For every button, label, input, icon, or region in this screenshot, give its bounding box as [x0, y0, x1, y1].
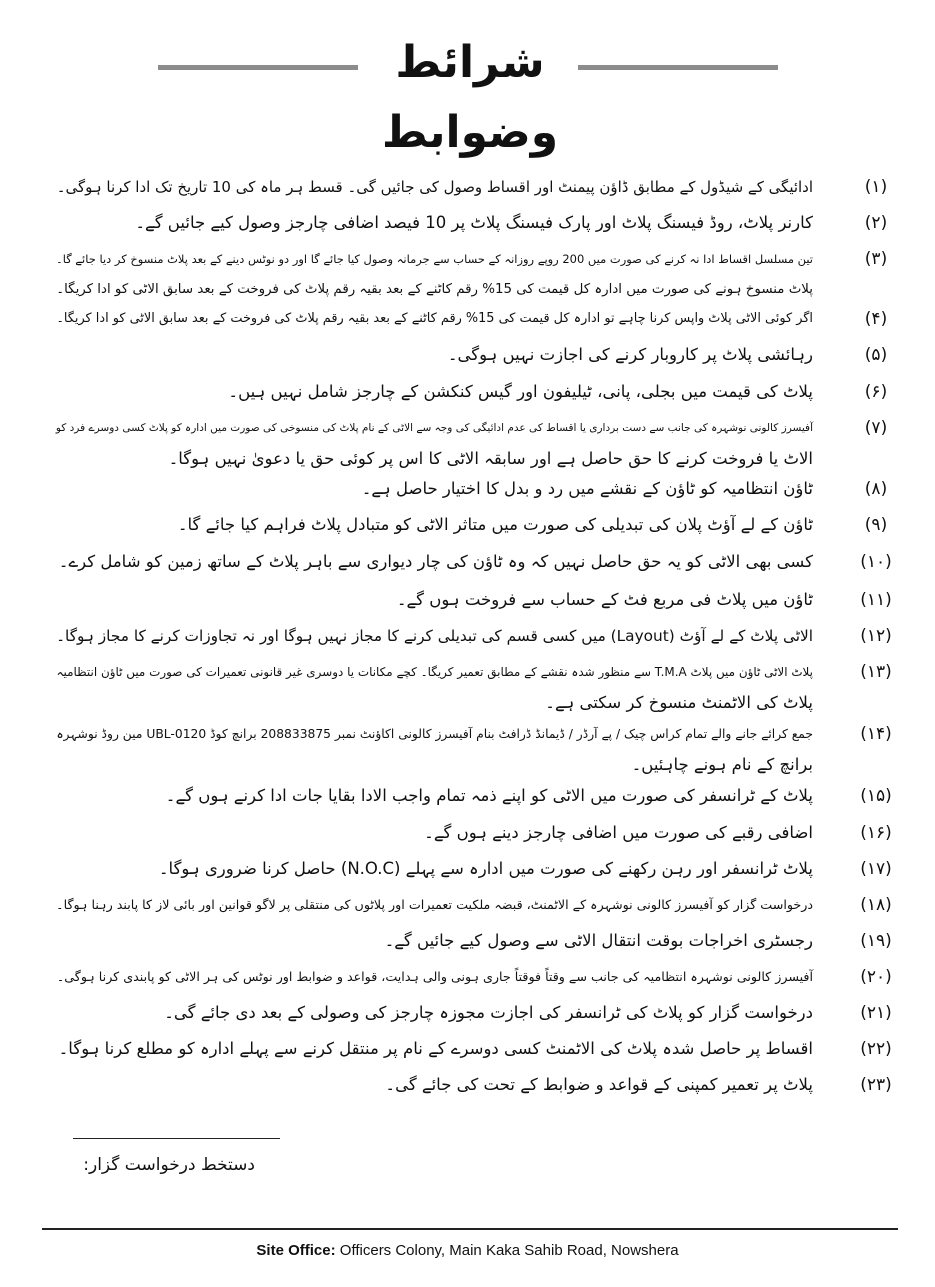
- term-line: پلاٹ منسوخ ہونے کی صورت میں ادارہ کل قیمت کی 15% رقم کاٹنے کے بعد بقیہ رقم پلاٹ کی فروخت کے بعد سابق الاٹی کو ادا کریگا۔: [56, 281, 813, 297]
- term-line: اگر کوئی الاٹی پلاٹ واپس کرنا چاہے تو ادارہ کل قیمت کی 15% رقم کاٹنے کے بعد بقیہ رقم پلاٹ کی فروخت کے بعد سابق الاٹی کو ادا کریگا۔: [56, 311, 813, 326]
- term-number: (۲۲): [860, 1039, 892, 1059]
- term-line: پلاٹ کے ٹرانسفر کی صورت میں الاٹی کو اپنے ذمہ تمام واجب الادا بقایا جات ادا کرنے ہوں گے۔: [165, 786, 813, 805]
- term-text: [40, 340, 813, 371]
- term-item: [40, 719, 905, 780]
- term-line: الاٹی پلاٹ کے لے آؤٹ (Layout) میں کسی قسم کی تبدیلی کرنے کا مجاز نہیں ہوگا اور نہ تجاوزات کرنے کا مجاز ہوگا۔: [56, 627, 813, 645]
- term-text: [40, 781, 813, 812]
- term-number: (۷): [864, 418, 888, 438]
- term-line: برانچ کے نام ہونے چاہئیں۔: [631, 754, 813, 774]
- title-block: [0, 28, 935, 158]
- term-line: پلاٹ کی قیمت میں بجلی، پانی، ٹیلیفون اور گیس کنکشن کے چارجز شامل نہیں ہیں۔: [228, 382, 813, 401]
- term-number: (۱): [864, 177, 888, 197]
- term-item: [40, 1070, 905, 1101]
- term-item: [40, 510, 905, 541]
- term-number: (۴): [864, 309, 888, 329]
- term-line: آفیسرز کالونی نوشہرہ کی جانب سے دست برداری یا اقساط کی عدم ادائیگی کی وجہ سے الاٹی کے نام پلاٹ کی منسوخی کی صورت میں ادارہ کو پلاٹ کسی دوسرے فرد کو: [55, 422, 813, 434]
- term-text: [40, 510, 813, 541]
- term-item: [40, 781, 905, 812]
- term-text: [40, 719, 813, 780]
- term-text: [40, 998, 813, 1029]
- footer-address: Officers Colony, Main Kaka Sahib Road, Nowshera: [339, 1242, 679, 1259]
- term-text: [40, 926, 813, 957]
- term-number: (۲۰): [860, 967, 892, 987]
- term-text: [40, 377, 813, 408]
- term-line: رجسٹری اخراجات بوقت انتقال الاٹی سے وصول کیے جائیں گے۔: [384, 931, 813, 950]
- term-number: (۱۹): [860, 931, 892, 951]
- term-line: ٹاؤن میں پلاٹ فی مربع فٹ کے حساب سے فروخت ہوں گے۔: [396, 590, 813, 609]
- term-text: [40, 172, 813, 203]
- term-item: [40, 890, 905, 921]
- term-line: پلاٹ پر تعمیر کمپنی کے قواعد و ضوابط کے تحت کی جائے گی۔: [385, 1075, 813, 1094]
- term-item: [40, 244, 905, 305]
- term-item: [40, 474, 905, 505]
- term-line: جمع کرائے جانے والے تمام کراس چیک / پے آرڈر / ڈیمانڈ ڈرافٹ بنام آفیسرز کالونی اکاؤنٹ نمبر 208833875 برانچ کوڈ UBL-0120 مین روڈ نوشہرہ: [56, 727, 813, 741]
- term-item: [40, 208, 905, 239]
- terms-list: [40, 172, 905, 1112]
- term-item: [40, 547, 905, 578]
- term-line: اضافی رقبے کی صورت میں اضافی چارجز دینے ہوں گے۔: [424, 823, 813, 842]
- signature-label: دستخط درخواست گزار:: [83, 1155, 255, 1175]
- term-text: [40, 244, 813, 305]
- term-number: (۲۱): [860, 1003, 892, 1023]
- term-item: [40, 340, 905, 371]
- footer: [0, 1242, 935, 1259]
- term-number: (۵): [864, 345, 888, 365]
- term-text: [40, 657, 813, 718]
- term-item: [40, 377, 905, 408]
- term-line: کسی بھی الاٹی کو یہ حق حاصل نہیں کہ وہ ٹاؤن کی چار دیواری سے باہر پلاٹ کے ساتھ زمین کو شامل کرے۔: [58, 552, 813, 571]
- term-item: [40, 413, 905, 474]
- term-line: پلاٹ ٹرانسفر اور رہن رکھنے کی صورت میں ادارہ سے پہلے (N.O.C) حاصل کرنا ضروری ہوگا۔: [158, 859, 813, 878]
- term-item: [40, 998, 905, 1029]
- term-line: ادائیگی کے شیڈول کے مطابق ڈاؤن پیمنٹ اور اقساط وصول کی جائیں گی۔ قسط ہر ماہ کی 10 تاریخ تک ادا کرنا ہوگی۔: [56, 178, 813, 196]
- term-item: [40, 818, 905, 849]
- title-rule-left: [158, 65, 358, 70]
- term-text: [40, 621, 813, 652]
- term-line: کارنر پلاٹ، روڈ فیسنگ پلاٹ اور پارک فیسنگ پلاٹ پر 10 فیصد اضافی چارجز وصول کیے جائیں گے۔: [135, 213, 813, 232]
- term-text: [40, 413, 813, 474]
- term-text: [40, 585, 813, 616]
- term-line: اقساط پر حاصل شدہ پلاٹ کی الاٹمنٹ کسی دوسرے کے نام پر منتقل کرنے سے پہلے ادارہ کو مطلع کرنا ہوگا۔: [58, 1039, 813, 1058]
- term-item: [40, 172, 905, 203]
- term-text: [40, 854, 813, 885]
- term-item: [40, 854, 905, 885]
- term-number: (۳): [864, 249, 888, 269]
- term-line: ٹاؤن انتظامیہ کو ٹاؤن کے نقشے میں رد و بدل کا اختیار حاصل ہے۔: [361, 479, 813, 498]
- term-text: [40, 474, 813, 505]
- term-number: (۱۵): [860, 786, 892, 806]
- term-line: درخواست گزار کو آفیسرز کالونی نوشہرہ کے الاٹمنٹ، قبضہ ملکیت تعمیرات اور پلاٹوں کی منتقلی پر لاگو قوانین اور بائی لاز کا پابند رہنا ہوگا۔: [56, 897, 813, 912]
- term-item: [40, 657, 905, 718]
- term-line: الاٹ یا فروخت کرنے کا حق حاصل ہے اور سابقہ الاٹی کا اس پر کوئی حق یا دعویٰ نہیں ہوگا۔: [168, 448, 813, 468]
- term-item: [40, 926, 905, 957]
- term-number: (۶): [864, 382, 888, 402]
- term-item: [40, 585, 905, 616]
- term-line: ٹاؤن کے لے آؤٹ پلان کی تبدیلی کی صورت میں متاثر الاٹی کو متبادل پلاٹ فراہم کیا جائے گا۔: [177, 515, 813, 534]
- term-number: (۱۸): [860, 895, 892, 915]
- term-number: (۲): [864, 213, 888, 233]
- term-text: [40, 962, 813, 993]
- term-text: [40, 818, 813, 849]
- term-text: [40, 1070, 813, 1101]
- term-number: (۱۶): [860, 823, 892, 843]
- term-number: (۱۴): [860, 724, 892, 744]
- term-item: [40, 621, 905, 652]
- term-line: رہائشی پلاٹ پر کاروبار کرنے کی اجازت نہیں ہوگی۔: [447, 345, 813, 364]
- term-number: (۸): [864, 479, 888, 499]
- title-rule-right: [578, 65, 778, 70]
- term-number: (۱۱): [860, 590, 892, 610]
- term-text: [40, 890, 813, 921]
- term-number: (۱۳): [860, 662, 892, 682]
- term-text: [40, 208, 813, 239]
- term-line: پلاٹ الاٹی ٹاؤن میں پلاٹ T.M.A سے منظور شدہ نقشے کے مطابق تعمیر کریگا۔ کچے مکانات یا دوسری غیر قانونی تعمیرات کی صورت میں ٹاؤن انتظامیہ: [56, 665, 813, 679]
- term-number: (۱۰): [860, 552, 892, 572]
- term-line: آفیسرز کالونی نوشہرہ انتظامیہ کی جانب سے وقتاً فوقتاً جاری ہونی والی ہدایت، قواعد و ضوابط اور نوٹس کی ہر الاٹی کو پابندی کرنا ہوگی۔: [56, 969, 813, 984]
- term-line: پلاٹ کی الاٹمنٹ منسوخ کر سکتی ہے۔: [545, 692, 813, 712]
- footer-label: Site Office:: [256, 1242, 336, 1259]
- term-item: [40, 962, 905, 993]
- term-line: تین مسلسل اقساط ادا نہ کرنے کی صورت میں 200 روپے روزانہ کے حساب سے جرمانہ وصول کیا جائے گا اور دو نوٹس دینے کے بعد پلاٹ منسوخ کر دیا جائے گا۔: [55, 252, 813, 266]
- signature-line: [73, 1138, 280, 1139]
- term-item: [40, 1034, 905, 1065]
- term-number: (۹): [864, 515, 888, 535]
- term-text: [40, 304, 813, 335]
- term-number: (۱۲): [860, 626, 892, 646]
- term-item: [40, 304, 905, 335]
- footer-rule: [42, 1228, 898, 1230]
- term-number: (۲۳): [860, 1075, 892, 1095]
- term-text: [40, 1034, 813, 1065]
- term-number: (۱۷): [860, 859, 892, 879]
- term-text: [40, 547, 813, 578]
- page-title: شرائط وضوابط: [381, 37, 559, 158]
- term-line: درخواست گزار کو پلاٹ کی ٹرانسفر کی اجازت مجوزہ چارجز کی وصولی کے بعد دی جائے گی۔: [164, 1003, 813, 1022]
